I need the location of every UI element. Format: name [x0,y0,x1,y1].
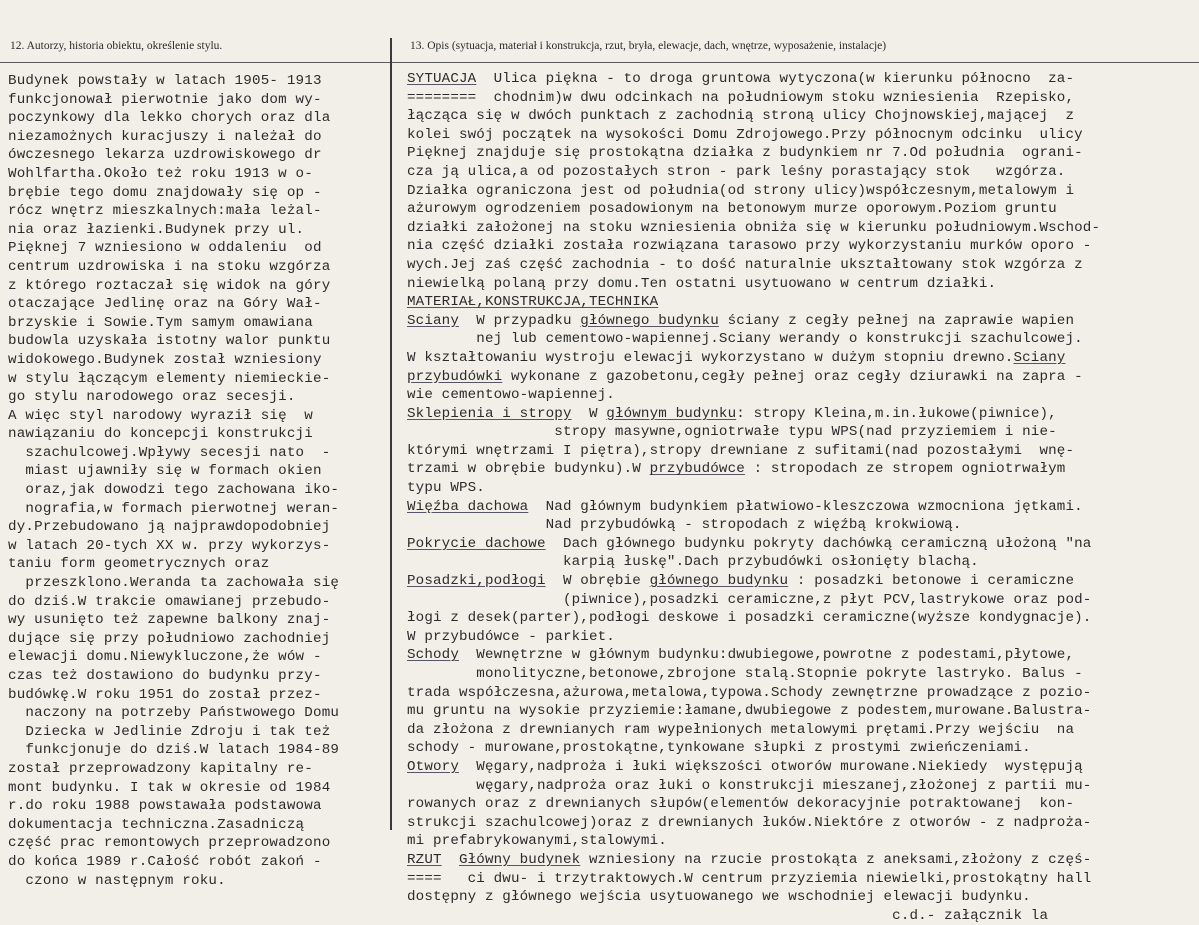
underlined-heading: RZUT [407,851,442,868]
text-line [407,777,1195,796]
text-segment: : stropy Kleina,m.in.łukowe(piwnice), [736,405,1057,422]
text-segment: trada współczesna,ażurowa,metalowa,typowa.Schody zewnętrzne prowadzące z pozio- [407,684,1092,701]
text-segment: (piwnice),posadzki ceramiczne,z płyt PCV,lastrykowe oraz pod- [407,591,1092,608]
text-line [407,609,1195,628]
text-segment: cza ją ulica,a od pozostałych stron - park leśny porastający stok wzgórza. [407,163,1066,180]
text-segment: W przypadku [458,312,581,329]
text-segment: Pięknej znajduje się prostokątna działka z budynkiem nr 7.Od południa ograni- [407,145,1083,162]
text-segment: W [571,405,607,422]
text-segment: Nad głównym budynkiem płatwiowo-kleszczowa wzmocniona jętkami. [528,498,1083,515]
text-segment: nej lub cementowo-wapiennej.Sciany werandy o konstrukcji szachulcowej. [407,331,1083,348]
text-line: go stylu narodowego oraz secesji. [8,389,296,406]
text-line [407,665,1195,684]
text-line: mont budynku. I tak w okresie od 1984 [8,779,331,796]
text-segment: kolei swój początek na wysokości Domu Zdrojowego.Przy północnym odcinku ulicy [407,126,1083,143]
description-text-column [407,70,1195,925]
text-line: ówczesnego lekarza uzdrowiskowego dr [8,147,322,164]
text-line: szachulcowej.Wpływy secesji nato - [8,444,331,461]
text-segment: Działka ograniczona jest od południa(od strony ulicy)współczesnym,metalowym i [407,182,1075,199]
text-segment: ażurowym ogrodzeniem posadowionym na betonowym murze oporowym.Poziom gruntu [407,201,1057,218]
text-line: widokowego.Budynek został wzniesiony [8,351,322,368]
text-segment: schody - murowane,prostokątne,tynkowane słupki z prostymi zwieńczeniami. [407,740,1031,757]
text-line [407,479,1195,498]
text-line: część prac remontowych przeprowadzono [8,835,331,852]
underlined-heading: SYTUACJA [407,71,477,87]
text-segment: ==== [407,870,442,887]
text-line: nia oraz łazienki.Budynek przy ul. [8,221,305,238]
header-rule [0,62,1199,63]
text-segment: W obrębie [545,573,650,590]
underlined-heading: Sciany [407,312,459,329]
text-line [407,498,1195,517]
text-line [407,200,1195,219]
text-segment: ściany z cegły pełnej na zaprawie wapien [718,312,1075,329]
text-line [407,832,1195,851]
text-line: został przeprowadzony kapitalny re- [8,760,313,777]
text-line [407,349,1195,368]
text-line: nografia,w formach pierwotnej weran- [8,500,340,517]
text-line [407,219,1195,238]
underlined-heading: Posadzki,podłogi [407,573,546,590]
text-segment: wie cementowo-wapiennej. [407,387,615,404]
text-line [407,795,1195,814]
text-segment: : posadzki betonowe i ceramiczne [788,573,1075,590]
text-segment: strukcji szachulcowej)oraz z drewnianych łuków.Niektóre z otworów - z nadproża- [407,814,1092,831]
text-segment: łogi z desek(parter),podłogi deskowe i posadzki ceramiczne(wyższe kondygnacje). [407,610,1092,627]
text-segment: wzniesiony na rzucie prostokąta z aneksami,złożony z częś- [580,851,1092,868]
text-line: brzyskie i Sowie.Tym samym omawiana [8,314,313,331]
text-segment: działki założonej na stoku wzniesienia obniża się w kierunku południowym.Wschod- [407,219,1101,236]
text-line [407,256,1195,275]
text-segment: stropy masywne,ogniotrwałe typu WPS(nad przyziemiem i nie- [407,424,1057,441]
text-line: r.do roku 1988 powstawała podstawowa [8,798,322,815]
underlined-heading: MATERIAŁ,KONSTRUKCJA,TECHNIKA [407,294,659,311]
text-segment: łącząca się w dwóch punktach z zachodnią stroną ulicy Chojnowskiej,mającej z [407,108,1075,125]
text-line: budowla uzyskała istotny walor punktu [8,333,331,350]
text-line: poczynkowy dla lekko chorych oraz dla [8,110,331,127]
text-segment: mu gruntu na wysokie przyziemie:łamane,dwubiegowe z podestem,murowane.Balustra- [407,703,1092,720]
text-segment: Nad przybudówką - stropodach z więźbą krokwiową. [407,517,962,534]
text-segment: niewielką polaną przy domu.Ten ostatni usytuowano w centrum działki. [407,275,997,292]
text-line: dujące się przy południowo zachodniej [8,630,331,647]
text-line: Budynek powstały w latach 1905- 1913 [8,73,322,89]
history-text-column [8,72,386,890]
underlined-heading: przybudówki [407,368,503,385]
text-line [407,572,1195,591]
column-divider [390,38,392,830]
text-line [407,814,1195,833]
section-13-header: 13. Opis (sytuacja, materiał i konstrukcja, rzut, bryła, elewacje, dach, wnętrze, wyposażenie, instalacje) [410,40,887,52]
underlined-heading: głównego budynku [580,312,719,329]
text-line [407,516,1195,535]
text-line: A więc styl narodowy wyraził się w [8,407,313,424]
text-line: centrum uzdrowiska i na stoku wzgórza [8,258,331,275]
underlined-heading: Sciany [1013,349,1066,366]
text-line: nawiązaniu do koncepcji konstrukcji [8,426,313,443]
text-line [407,702,1195,721]
text-line: Pięknej 7 wzniesiono w oddaleniu od [8,240,322,257]
text-line: dokumentacja techniczna.Zasadniczą [8,816,305,833]
text-line [407,163,1195,182]
text-line: dy.Przebudowano ją najprawdopodobniej [8,519,331,536]
text-line [407,182,1195,201]
text-line [407,870,1195,889]
text-line [407,275,1195,294]
underlined-heading: Otwory [407,758,459,775]
text-segment: W kształtowaniu wystroju elewacji wykorzystano w dużym stopniu drewno. [407,349,1014,366]
text-line [407,758,1195,777]
text-line [407,888,1195,907]
text-segment: Ulica piękna - to droga gruntowa wytyczona(w kierunku północno za- [476,71,1075,87]
underlined-heading: Główny budynek [458,851,581,868]
text-segment: da złożona z drewnianych ram wypełnionych metalowymi prętami.Przy wejściu na [407,721,1075,738]
text-line: miast ujawniły się w formach okien [8,463,322,480]
text-line: w stylu łączącym elementy niemieckie- [8,370,331,387]
text-line [407,293,1195,312]
text-line [407,646,1195,665]
text-segment: którymi wnętrzami I piętra),stropy drewniane z sufitami(nad pozostałymi wnę- [407,442,1075,459]
underlined-heading: Schody [407,647,459,664]
text-line [407,535,1195,554]
text-line: w latach 20-tych XX w. przy wykorzys- [8,537,331,554]
text-segment: Węgary,nadproża i łuki większości otworów murowane.Niekiedy występują [458,758,1083,775]
text-segment: c.d.- załącznik la [407,907,1049,924]
text-line [407,460,1195,479]
text-line: do dziś.W trakcie omawianej przebudo- [8,593,331,610]
text-line: przeszklono.Weranda ta zachowała się [8,575,340,592]
text-line [407,126,1195,145]
text-segment: węgary,nadproża oraz łuki o konstrukcji mieszanej,złożonej z partii mu- [407,777,1092,794]
text-line [407,89,1195,108]
text-segment: Wewnętrzne w głównym budynku:dwubiegowe,powrotne z podestami,płytowe, [458,647,1075,664]
text-line: otaczające Jedlinę oraz na Góry Wał- [8,296,322,313]
text-line: brębie tego domu znajdowały się op - [8,184,322,201]
text-segment: W przybudówce - parkiet. [407,628,615,645]
text-segment: Dach głównego budynku pokryty dachówką ceramiczną ułożoną "na [545,535,1092,552]
text-line [407,851,1195,870]
text-line [407,368,1195,387]
text-line: do końca 1989 r.Całość robót zakoń - [8,853,322,870]
text-line: czas też dostawiono do budynku przy- [8,668,322,684]
text-line [407,405,1195,424]
text-line [407,237,1195,256]
text-line: wy usunięto też zapewne balkony znaj- [8,612,331,629]
text-segment: rowanych oraz z drewnianych słupów(elementów dekoracyjnie potraktowanej kon- [407,796,1075,813]
text-line: naczony na potrzeby Państwowego Domu [8,705,340,722]
text-line [407,442,1195,461]
text-segment: trzami w obrębie budynku).W [407,461,650,478]
text-line: funkcjonuje do dziś.W latach 1984-89 [8,742,340,759]
text-line: elewacji domu.Niewykluczone,że wów - [8,649,322,666]
underlined-heading: Sklepienia i stropy [407,405,572,422]
text-segment: ci dwu- i trzytraktowych.W centrum przyziemia niewielki,prostokątny hall [441,870,1092,887]
text-line: budówkę.W roku 1951 do został przez- [8,686,322,703]
text-line [407,144,1195,163]
text-line [407,684,1195,703]
underlined-heading: przybudówce [649,461,745,478]
text-line: Dziecka w Jedlinie Zdroju i tak też [8,723,331,740]
text-line: taniu form geometrycznych oraz [8,556,270,573]
text-line [407,739,1195,758]
text-segment [442,852,459,868]
text-line [407,907,1195,925]
text-segment: ======== [407,89,477,106]
text-line [407,591,1195,610]
text-segment: nia część działki została rozwiązana tarasowo przy wykorzystaniu murków oporo - [407,238,1092,255]
text-line [407,330,1195,349]
text-line [407,107,1195,126]
text-segment: mi prefabrykowanymi,stalowymi. [407,833,667,850]
text-segment: : stropodach ze stropem ogniotrwałym [744,461,1066,478]
text-line [407,386,1195,405]
underlined-heading: Pokrycie dachowe [407,535,546,552]
text-line [407,721,1195,740]
text-line: Wohlfartha.Około też roku 1913 w o- [8,165,313,182]
text-line [407,553,1195,572]
text-segment: wych.Jej zaś część zachodnia - to dość naturalnie ukształtowany stok wzgórza z [407,256,1083,273]
text-line [407,312,1195,331]
text-line [407,423,1195,442]
text-segment: dostępny z głównego wejścia usytuowanego we wschodniej elewacji budynku. [407,889,1031,906]
text-line: z którego roztaczał się widok na góry [8,277,331,294]
text-line: niezamożnych kuracjuszy i należał do [8,128,322,145]
text-segment: typu WPS. [407,480,485,497]
underlined-heading: Więźba dachowa [407,498,529,515]
text-segment: karpią łuskę".Dach przybudówki osłonięty blachą. [407,554,979,571]
text-line: rócz wnętrz mieszkalnych:mała leżal- [8,203,322,220]
text-segment: monolityczne,betonowe,zbrojone stalą.Stopnie pokryte lastryko. Balus - [407,666,1083,682]
text-segment: wykonane z gazobetonu,cegły pełnej oraz cegły dziurawki na zapra - [502,368,1083,385]
text-line: czono w następnym roku. [8,872,226,889]
underlined-heading: głównego budynku [649,573,789,590]
text-line [407,628,1195,647]
underlined-heading: głównym budynku [606,405,737,422]
text-line: funkcjonował pierwotnie jako dom wy- [8,91,322,108]
text-line: oraz,jak dowodzi tego zachowana iko- [8,482,340,499]
text-segment: chodnim)w dwu odcinkach na południowym stoku wzniesienia Rzepisko, [476,89,1075,106]
text-line [407,70,1195,89]
section-12-header: 12. Autorzy, historia obiektu, określenie stylu. [10,40,223,52]
